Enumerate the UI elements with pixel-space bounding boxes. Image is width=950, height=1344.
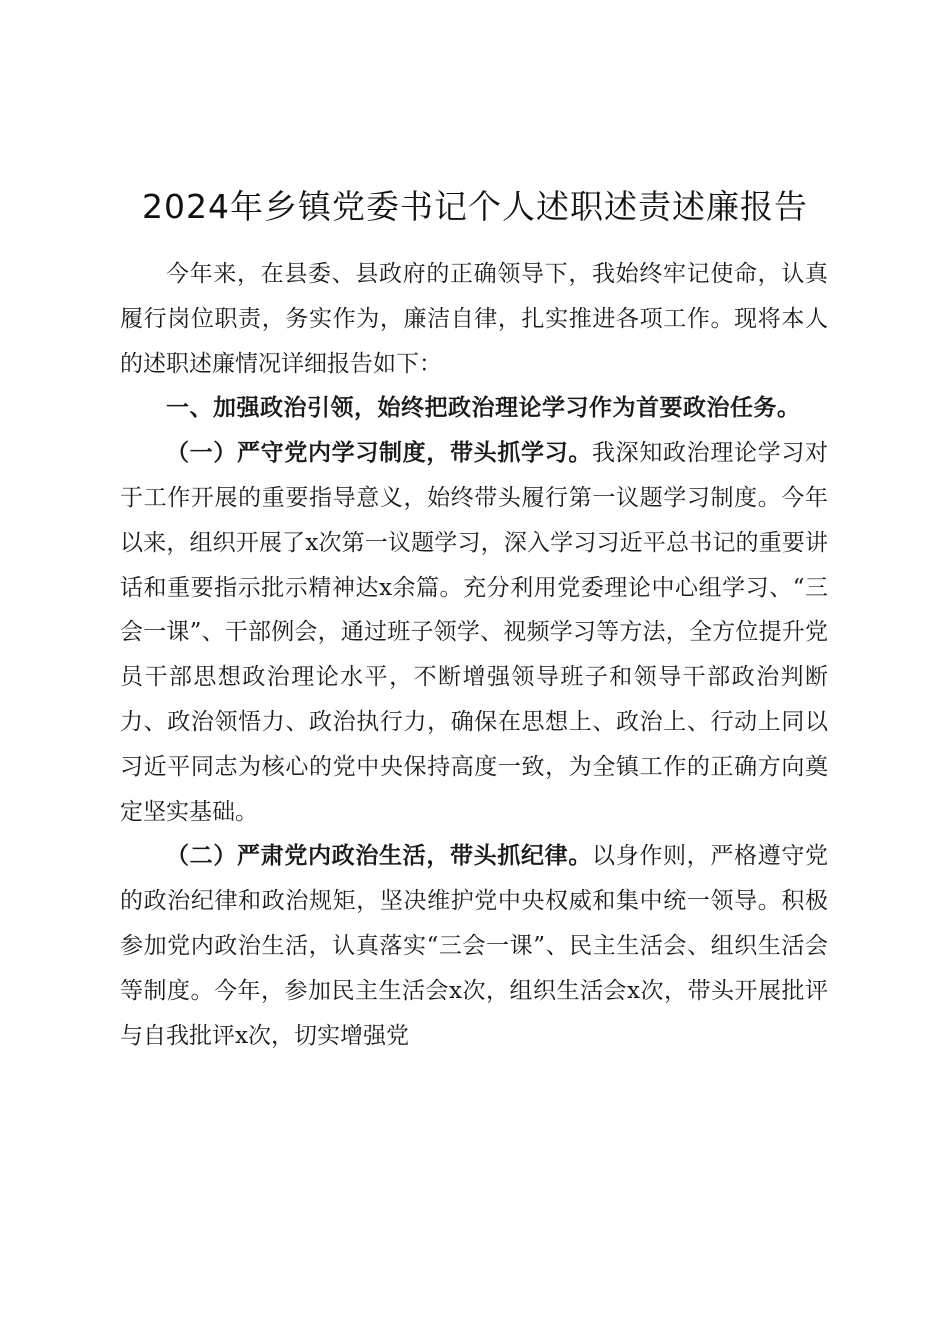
section-1-item-1-text: 我深知政治理论学习对于工作开展的重要指导意义，始终带头履行第一议题学习制度。今年以来，组织开展了x次第一议题学习，深入学习习近平总书记的重要讲话和重要指示批示精神达x余篇。充分利用党委理论中心组学习、“三会一课”、干部例会，通过班子领学、视频学习等方法，全方位提升党员干部思想政治理论水平，不断增强领导班子和领导干部政治判断力、政治领悟力、政治执行力，确保在思想上、政治上、行动上同以习近平同志为核心的党中央保持高度一致，为全镇工作的正确方向奠定坚实基础。 bbox=[120, 440, 829, 825]
section-1-item-2-lead: （二）严肃党内政治生活，带头抓纪律。 bbox=[166, 843, 592, 870]
section-1-item-2-paragraph bbox=[120, 834, 828, 1058]
document-body bbox=[120, 252, 828, 1058]
section-heading-1: 一、加强政治引领，始终把政治理论学习作为首要政治任务。 bbox=[166, 395, 801, 422]
intro-paragraph: 今年来，在县委、县政府的正确领导下，我始终牢记使命，认真履行岗位职责，务实作为，廉洁自律，扎实推进各项工作。现将本人的述职述廉情况详细报告如下： bbox=[120, 261, 828, 377]
section-1-item-1-paragraph bbox=[120, 431, 828, 834]
document-title: 2024年乡镇党委书记个人述职述责述廉报告 bbox=[142, 187, 808, 226]
section-1-item-2-text: 以身作则，严格遵守党的政治纪律和政治规矩，坚决维护党中央权威和集中统一领导。积极参加党内政治生活，认真落实“三会一课”、民主生活会、组织生活会等制度。今年，参加民主生活会x次，组织生活会x次，带头开展批评与自我批评x次，切实增强党 bbox=[120, 843, 829, 1049]
section-1-item-1-lead: （一）严守党内学习制度，带头抓学习。 bbox=[166, 440, 592, 467]
